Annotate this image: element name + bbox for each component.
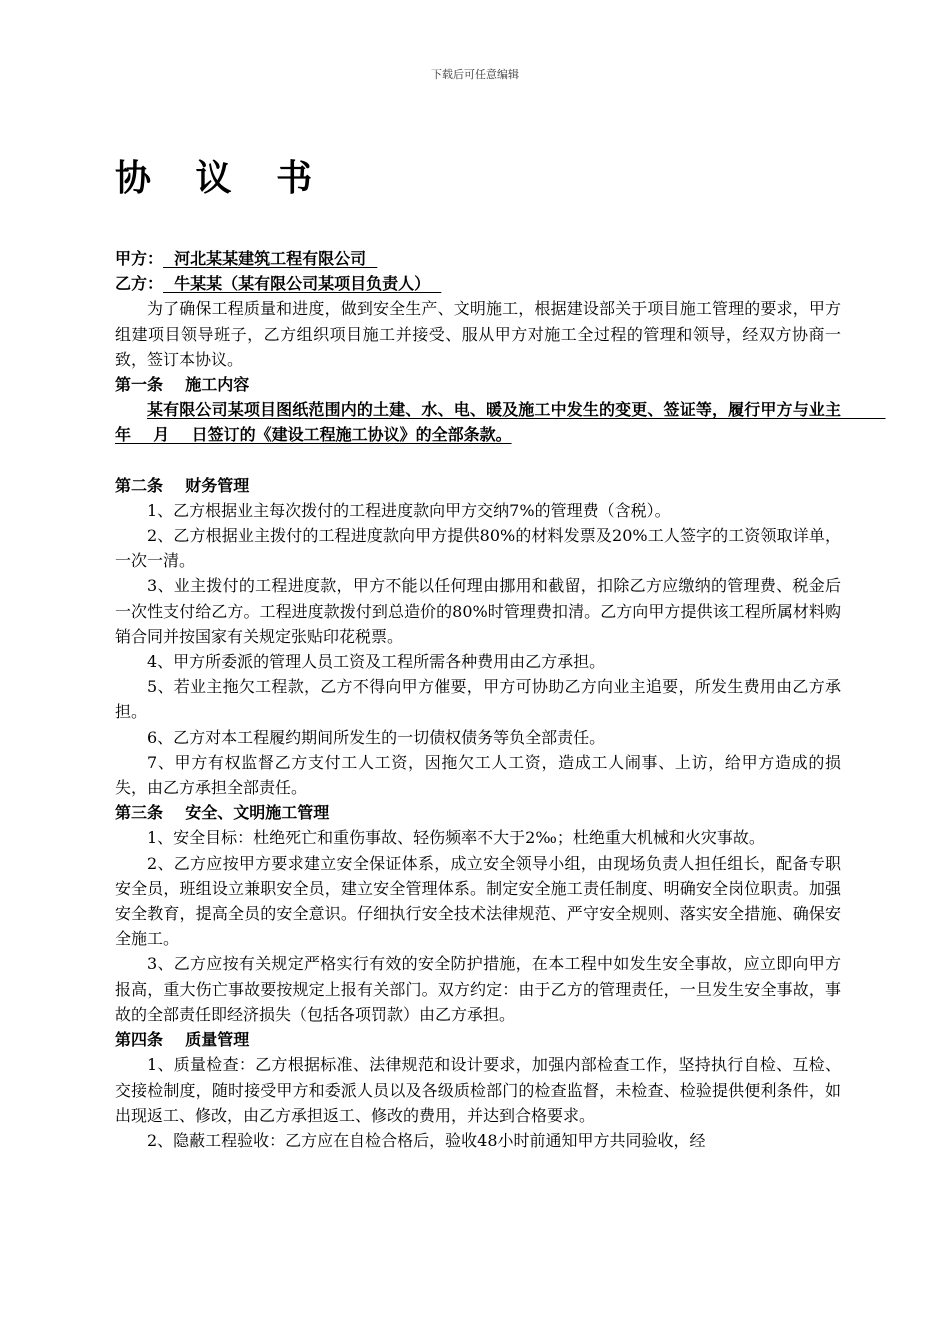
article-2-item: 7、甲方有权监督乙方支付工人工资，因拖欠工人工资，造成工人闹事、上访，给甲方造成的损失，由乙方承担全部责任。 bbox=[115, 752, 841, 798]
article-3-item: 1、安全目标：杜绝死亡和重伤事故、轻伤频率不大于2‰；杜绝重大机械和火灾事故。 bbox=[147, 828, 765, 848]
article-2-item: 1、乙方根据业主每次拨付的工程进度款向甲方交纳7%的管理费（含税）。 bbox=[147, 500, 671, 520]
party-b-line bbox=[115, 271, 841, 296]
article-2-item: 4、甲方所委派的管理人员工资及工程所需各种费用由乙方承担。 bbox=[147, 652, 606, 672]
article-4-heading: 第四条 质量管理 bbox=[115, 1030, 250, 1050]
article-3-item: 2、乙方应按甲方要求建立安全保证体系，成立安全领导小组，由现场负责人担任组长，配备专职安全员，班组设立兼职安全员，建立安全管理体系。制定安全施工责任制度、明确安全岗位职责。加强安全教育，提高全员的安全意识。仔细执行安全技术法律规范、严守安全规则、落实安全措施、确保安全施工。 bbox=[115, 853, 841, 949]
article-1-content: 某有限公司某项目图纸范围内的土建、水、电、暖及施工中发生的变更、签证等，履行甲方与业主 年 月 日签订的《建设工程施工协议》的全部条款。 bbox=[115, 400, 886, 445]
party-a-label: 甲方： bbox=[115, 249, 164, 268]
intro-paragraph: 为了确保工程质量和进度，做到安全生产、文明施工，根据建设部关于项目施工管理的要求，甲方组建项目领导班子，乙方组织项目施工并接受、服从甲方对施工全过程的管理和领导，经双方协商一致，签订本协议。 bbox=[115, 299, 841, 369]
article-4-item: 2、隐蔽工程验收：乙方应在自检合格后，验收48小时前通知甲方共同验收，经 bbox=[147, 1130, 706, 1150]
article-2-item: 2、乙方根据业主拨付的工程进度款向甲方提供80%的材料发票及20%工人签字的工资领取详单，一次一清。 bbox=[115, 526, 841, 571]
party-b-name: 牛某某（某有限公司某项目负责人） bbox=[163, 274, 442, 294]
document-body bbox=[115, 246, 886, 1153]
party-a-line bbox=[115, 246, 841, 271]
article-2-item: 3、业主拨付的工程进度款，甲方不能以任何理由挪用和截留，扣除乙方应缴纳的管理费、税金后一次性支付给乙方。工程进度款拨付到总造价的80%时管理费扣清。乙方向甲方提供该工程所属材料购销合同并按国家有关规定张贴印花税票。 bbox=[115, 576, 841, 646]
article-2-item: 6、乙方对本工程履约期间所发生的一切债权债务等负全部责任。 bbox=[147, 727, 606, 747]
article-3-item: 3、乙方应按有关规定严格实行有效的安全防护措施，在本工程中如发生安全事故，应立即向甲方报高，重大伤亡事故要按规定上报有关部门。双方约定：由于乙方的管理责任，一旦发生安全事故，事故的全部责任即经济损失（包括各项罚款）由乙方承担。 bbox=[115, 954, 841, 1024]
article-1-heading: 第一条 施工内容 bbox=[115, 375, 250, 395]
party-b-label: 乙方： bbox=[115, 274, 164, 294]
article-2-item: 5、若业主拖欠工程款，乙方不得向甲方催要，甲方可协助乙方向业主追要，所发生费用由乙方承担。 bbox=[115, 677, 841, 722]
article-4-item: 1、质量检查：乙方根据标准、法律规范和设计要求，加强内部检查工作，坚持执行自检、互检、交接检制度，随时接受甲方和委派人员以及各级质检部门的检查监督，未检查、检验提供便利条件，如出现返工、修改，由乙方承担返工、修改的费用，并达到合格要求。 bbox=[115, 1055, 841, 1125]
party-a-name: 河北某某建筑工程有限公司 bbox=[163, 249, 378, 268]
document-title: 协 议 书 bbox=[115, 157, 329, 199]
article-3-heading: 第三条 安全、文明施工管理 bbox=[115, 803, 330, 823]
header-note: 下载后可任意编辑 bbox=[431, 68, 519, 81]
spacer bbox=[115, 448, 841, 473]
article-2-heading: 第二条 财务管理 bbox=[115, 475, 250, 495]
